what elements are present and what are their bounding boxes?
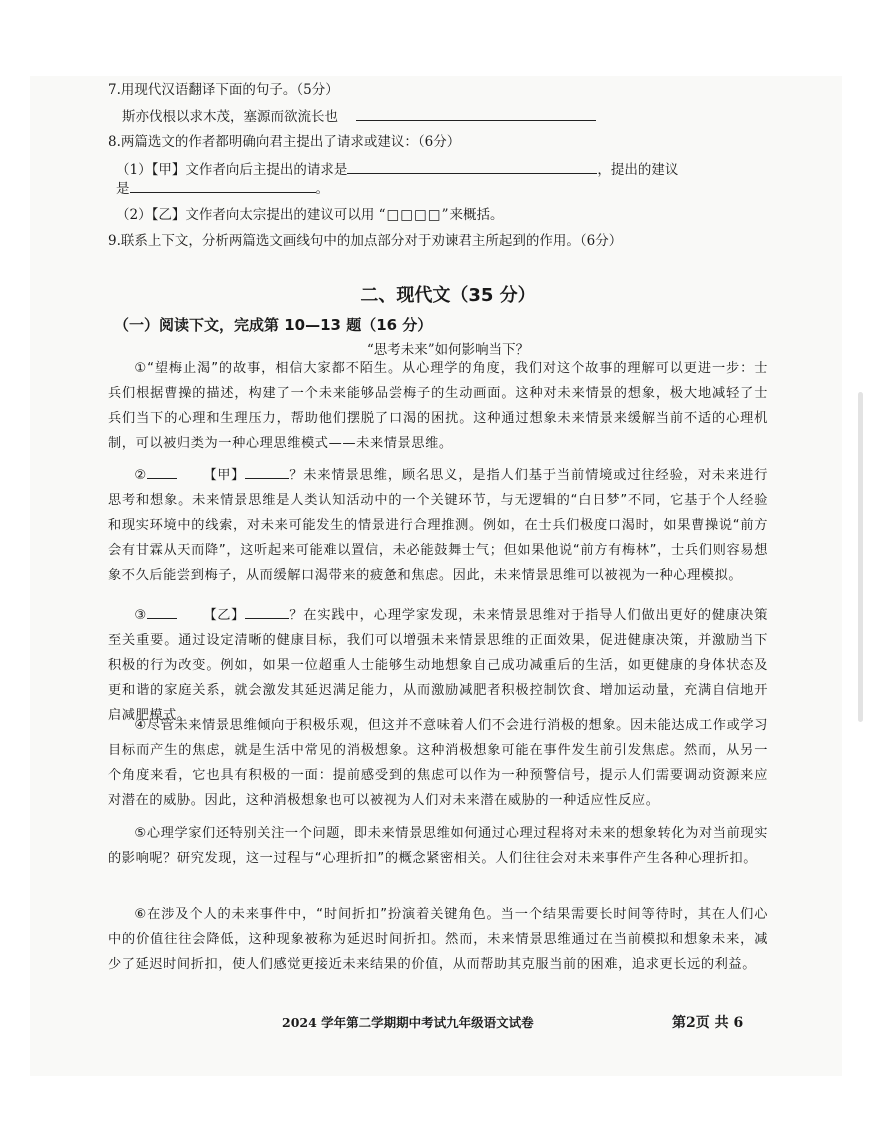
paragraph-2-blank-left[interactable] bbox=[147, 464, 177, 479]
paragraph-1: ①“望梅止渴”的故事，相信大家都不陌生。从心理学的角度，我们对这个故事的理解可以更进一步：士兵们根据曹操的描述，构建了一个未来能够品尝梅子的生动画面。这种对未来情景的想象，极大地减轻了士兵们当下的心理和生理压力，帮助他们摆脱了口渴的困扰。这种通过想象未来情景来缓解当前不适的心理机制，可以被归类为一种心理思维模式——未来情景思维。 bbox=[108, 361, 768, 451]
section-subtitle: （一）阅读下文，完成第 10—13 题（16 分） bbox=[114, 316, 433, 334]
paragraph-3-blank-right[interactable] bbox=[245, 604, 289, 619]
paragraph-5: ⑤心理学家们还特别关注一个问题，即未来情景思维如何通过心理过程将对未来的想象转化为对当前现实的影响呢？研究发现，这一过程与“心理折扣”的概念紧密相关。人们往往会对未来事件产生各种心理折扣。 bbox=[108, 826, 768, 866]
paragraph-4: ④尽管未来情景思维倾向于积极乐观，但这并不意味着人们不会进行消极的想象。因未能达成工作或学习目标而产生的焦虑，就是生活中常见的消极想象。这种消极想象可能在事件发生前引发焦虑。然而，从另一个角度来看，它也具有积极的一面：提前感受到的焦虑可以作为一种预警信号，提示人们需要调动资源来应对潜在的威胁。因此，这种消极想象也可以被视为人们对未来潜在威胁的一种适应性反应。 bbox=[108, 718, 768, 808]
article-title: “思考未来”如何影响当下？ bbox=[366, 342, 530, 358]
exam-page bbox=[30, 76, 842, 1076]
question-8-part1-cont bbox=[116, 178, 329, 199]
paragraph-2-tag: 【甲】 bbox=[203, 468, 245, 483]
question-8-part1-suggest: ，提出的建议 bbox=[597, 162, 679, 178]
question-8-part1-is: 是 bbox=[116, 181, 130, 197]
question-8-answer-boxes[interactable]: “□□□□” bbox=[378, 207, 450, 223]
paragraph-2-text: ？未来情景思维，顾名思义，是指人们基于当前情境或过往经验，对未来进行思考和想象。未来情景思维是人类认知活动中的一个关键环节，与无逻辑的“白日梦”不同，它基于个人经验和现实环境中的线索，对未来可能发生的情景进行合理推测。例如，在士兵们极度口渴时，如果曹操说“前方会有甘霖从天而降”，这听起来可能难以置信，未必能鼓舞士气；但如果他说“前方有梅林”，士兵们则容易想象不久后能尝到梅子，从而缓解口渴带来的疲惫和焦虑。因此，未来情景思维可以被视为一种心理模拟。 bbox=[108, 468, 768, 583]
question-8-part2-end: 来概括。 bbox=[449, 207, 504, 223]
question-8-part1-line bbox=[116, 159, 678, 180]
question-8-request-blank[interactable] bbox=[347, 159, 597, 174]
question-8-stem: 8.两篇选文的作者都明确向君主提出了请求或建议：（6分） bbox=[108, 134, 461, 150]
paragraph-2-number: ② bbox=[134, 468, 148, 483]
question-8-part1-text: （1）【甲】文作者向后主提出的请求是 bbox=[116, 162, 348, 178]
question-8-part2-line bbox=[116, 205, 503, 225]
question-8-part1-end: 。 bbox=[315, 181, 329, 197]
page-edge-scrollbar[interactable] bbox=[858, 392, 863, 722]
paragraph-3-number: ③ bbox=[134, 608, 148, 623]
question-7-sentence: 斯亦伐根以求木茂，塞源而欲流长也 bbox=[122, 109, 338, 125]
question-8-part2-text: （2）【乙】文作者向太宗提出的建议可以用 bbox=[116, 207, 375, 223]
question-7-stem: 7.用现代汉语翻译下面的句子。（5分） bbox=[108, 82, 339, 98]
paragraph-3-blank-left[interactable] bbox=[147, 604, 177, 619]
question-7-sentence-line bbox=[122, 106, 596, 127]
paragraph-2 bbox=[108, 463, 768, 588]
footer-exam-title: 2024 学年第二学期期中考试九年级语文试卷 bbox=[282, 1015, 534, 1030]
paragraph-2-blank-right[interactable] bbox=[245, 464, 289, 479]
question-8-suggestion-blank[interactable] bbox=[130, 178, 316, 193]
footer-page-number: 第2页 共 6 bbox=[672, 1015, 744, 1031]
section-title: 二、现代文（35 分） bbox=[360, 285, 536, 306]
question-9-stem: 9.联系上下文，分析两篇选文画线句中的加点部分对于劝谏君主所起到的作用。（6分） bbox=[108, 233, 623, 249]
paragraph-3 bbox=[108, 603, 768, 728]
paragraph-3-text: ？在实践中，心理学家发现，未来情景思维对于指导人们做出更好的健康决策至关重要。通过设定清晰的健康目标，我们可以增强未来情景思维的正面效果，促进健康决策，并激励当下积极的行为改变。例如，如果一位超重人士能够生动地想象自己成功减重后的生活，如更健康的身体状态及更和谐的家庭关系，就会激发其延迟满足能力，从而激励减肥者积极控制饮食、增加运动量，充满自信地开启减肥模式。 bbox=[108, 608, 768, 723]
paragraph-3-tag: 【乙】 bbox=[203, 608, 245, 623]
paragraph-6: ⑥在涉及个人的未来事件中，“时间折扣”扮演着关键角色。当一个结果需要长时间等待时，其在人们心中的价值往往会降低，这种现象被称为延迟时间折扣。然而，未来情景思维通过在当前模拟和想象未来，减少了延迟时间折扣，使人们感觉更接近未来结果的价值，从而帮助其克服当前的困难，追求更长远的利益。 bbox=[108, 907, 768, 972]
question-7-answer-blank[interactable] bbox=[356, 106, 596, 121]
